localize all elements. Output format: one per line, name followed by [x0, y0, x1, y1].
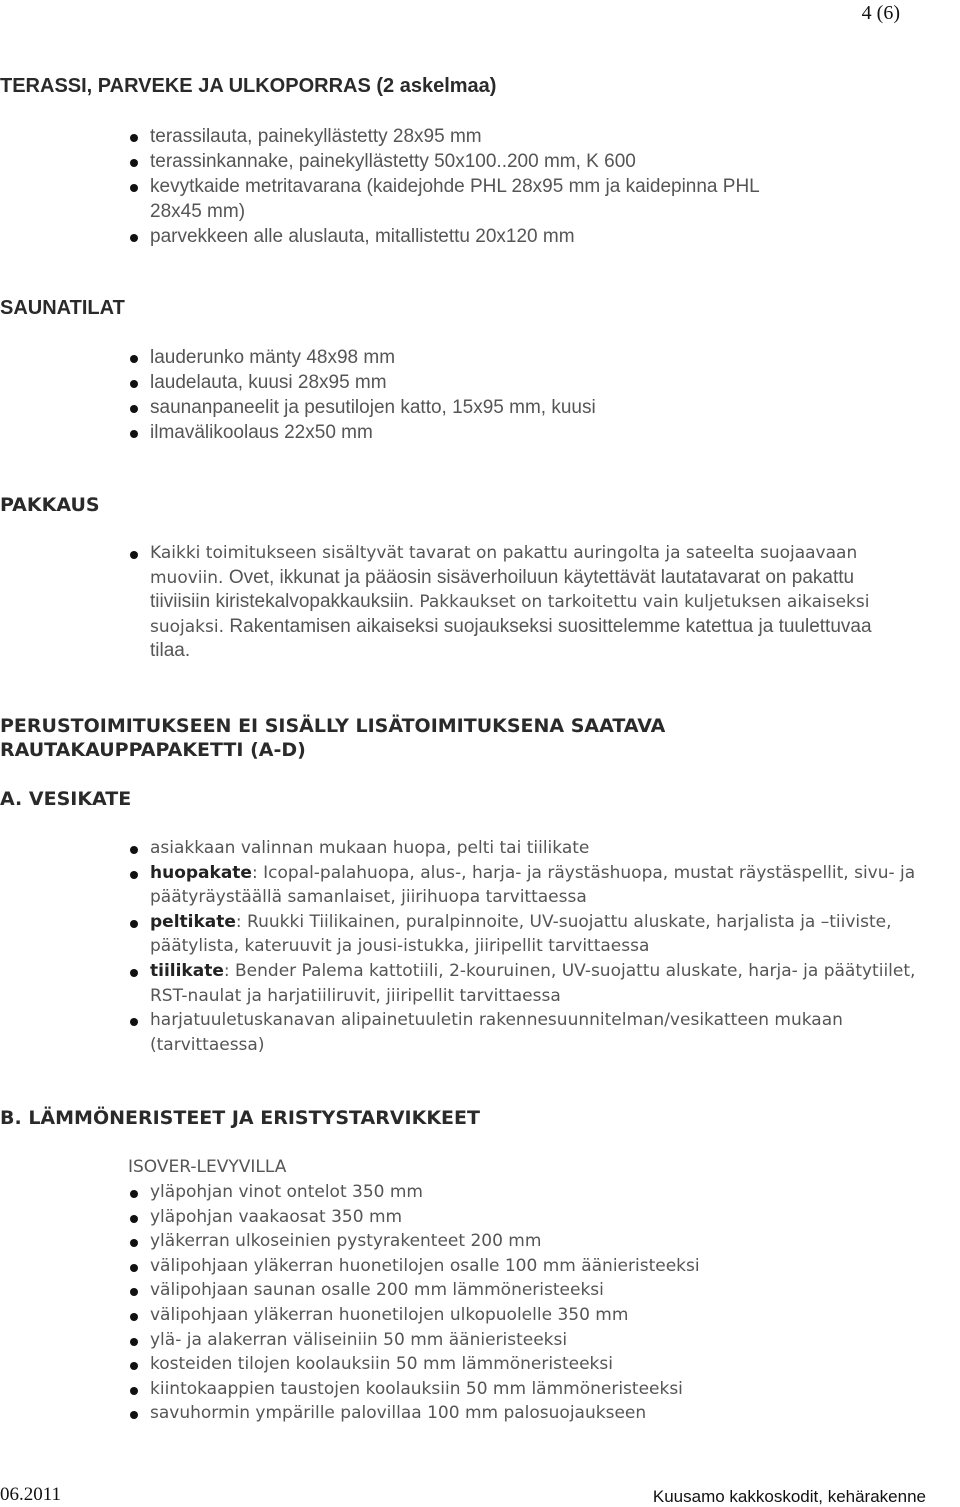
list-item: kevytkaide metritavarana (kaidejohde PHL 28x95 mm ja kaidepinna PHL 28x45 mm) — [128, 174, 768, 224]
bullet-icon — [130, 380, 138, 388]
pakkaus-text-a: Kaikki toimitukseen sisältyvät tavarat on pakattu auringolta ja sateelta suojaavaan muoviin. — [150, 543, 858, 588]
bullet-icon — [130, 1411, 138, 1419]
list-item: saunanpaneelit ja pesutilojen katto, 15x95 mm, kuusi — [128, 395, 828, 420]
bullet-icon — [130, 159, 138, 167]
list-item: harjatuuletuskanavan alipainetuuletin rakennesuunnitelman/vesikatteen mukaan (tarvittaessa) — [128, 1008, 958, 1057]
bullet-icon — [130, 234, 138, 242]
section-title-pakkaus: PAKKAUS — [0, 494, 100, 516]
bullet-icon — [130, 920, 138, 928]
bullet-icon — [130, 1338, 138, 1346]
list-item: välipohjaan saunan osalle 200 mm lämmöneristeeksi — [128, 1278, 888, 1303]
list-item: yläpohjan vaakaosat 350 mm — [128, 1205, 888, 1230]
list-item: yläkerran ulkoseinien pystyrakenteet 200 mm — [128, 1229, 888, 1254]
list-item: ylä- ja alakerran väliseiniin 50 mm äänieristeeksi — [128, 1328, 888, 1353]
bullet-icon — [130, 871, 138, 879]
pakkaus-text-b: Ovet, ikkunat ja pääosin sisäverhoiluun käytettävät lautatavarat on pakattu tiiviisiin kiristekalvopakkauksiin. — [150, 566, 855, 613]
section-title-vesikate: A. VESIKATE — [0, 788, 132, 810]
terassi-list — [128, 124, 768, 249]
pakkaus-text-c: Pakkaukset on tarkoitettu vain kuljetuksen aikaiseksi suojaksi. — [150, 592, 870, 637]
bullet-icon — [130, 1264, 138, 1272]
bullet-icon — [130, 1239, 138, 1247]
bullet-icon — [130, 1362, 138, 1370]
bullet-icon — [130, 405, 138, 413]
saunatilat-list — [128, 345, 828, 445]
bullet-icon — [130, 551, 138, 559]
bullet-icon — [130, 184, 138, 192]
bullet-icon — [130, 134, 138, 142]
section-title-lammoneristeet: B. LÄMMÖNERISTEET JA ERISTYSTARVIKKEET — [0, 1107, 480, 1129]
bullet-icon — [130, 355, 138, 363]
lammoneristeet-list — [128, 1180, 888, 1426]
bullet-icon — [130, 1387, 138, 1395]
list-item: yläpohjan vinot ontelot 350 mm — [128, 1180, 888, 1205]
vesikate-list — [128, 836, 958, 1057]
bullet-icon — [130, 430, 138, 438]
list-item: tiilikate: Bender Palema kattotiili, 2-kouruinen, UV-suojattu aluskate, harja- ja päätytiilet, RST-naulat ja harjatiiliruvit, jiiripellit tarvittaessa — [128, 959, 958, 1008]
list-item: terassinkannake, painekyllästetty 50x100..200 mm, K 600 — [128, 149, 768, 174]
list-item: välipohjaan yläkerran huonetilojen osalle 100 mm äänieristeeksi — [128, 1254, 888, 1279]
section-title-perustoimitus: PERUSTOIMITUKSEEN EI SISÄLLY LISÄTOIMITUKSENA SAATAVA RAUTAKAUPPAPAKETTI (A-D) — [0, 715, 666, 761]
section-title-terassi: TERASSI, PARVEKE JA ULKOPORRAS (2 askelmaa) — [0, 75, 497, 97]
page-number: 4 (6) — [861, 2, 900, 24]
bullet-icon — [130, 1190, 138, 1198]
list-item: asiakkaan valinnan mukaan huopa, pelti tai tiilikate — [128, 836, 958, 861]
list-item: ilmavälikoolaus 22x50 mm — [128, 420, 828, 445]
pakkaus-text-d: Rakentamisen aikaiseksi suojaukseksi suosittelemme katettua ja tuulettuvaa tilaa. — [150, 615, 872, 662]
list-item: lauderunko mänty 48x98 mm — [128, 345, 828, 370]
bullet-icon — [130, 846, 138, 854]
footer-date: 06.2011 — [0, 1484, 62, 1505]
list-item: savuhormin ympärille palovillaa 100 mm palosuojaukseen — [128, 1401, 888, 1426]
list-item: huopakate: Icopal-palahuopa, alus-, harja- ja räystäshuopa, mustat räystäspellit, sivu- ja päätyräystäällä samanlaiset, jiirihuopa tarvittaessa — [128, 861, 958, 910]
list-item: peltikate: Ruukki Tiilikainen, puralpinnoite, UV-suojattu aluskate, harjalista ja –tiiviste, päätylista, kateruuvit ja jousi-istukka, jiiripellit tarvittaessa — [128, 910, 958, 959]
list-item: kiintokaappien taustojen koolauksiin 50 mm lämmöneristeeksi — [128, 1377, 888, 1402]
bullet-icon — [130, 1018, 138, 1026]
list-item: parvekkeen alle aluslauta, mitallistettu 20x120 mm — [128, 224, 768, 249]
list-item: kosteiden tilojen koolauksiin 50 mm lämmöneristeeksi — [128, 1352, 888, 1377]
list-item: laudelauta, kuusi 28x95 mm — [128, 370, 828, 395]
bullet-icon — [130, 1288, 138, 1296]
bullet-icon — [130, 969, 138, 977]
section-title-saunatilat: SAUNATILAT — [0, 297, 125, 319]
list-item: terassilauta, painekyllästetty 28x95 mm — [128, 124, 768, 149]
footer-company: Kuusamo kakkoskodit, kehärakenne — [652, 1487, 926, 1506]
pakkaus-list — [128, 541, 908, 664]
subsection-title-isover: ISOVER-LEVYVILLA — [128, 1157, 287, 1177]
list-item — [128, 541, 908, 664]
bullet-icon — [130, 1215, 138, 1223]
bullet-icon — [130, 1313, 138, 1321]
list-item: välipohjaan yläkerran huonetilojen ulkopuolelle 350 mm — [128, 1303, 888, 1328]
